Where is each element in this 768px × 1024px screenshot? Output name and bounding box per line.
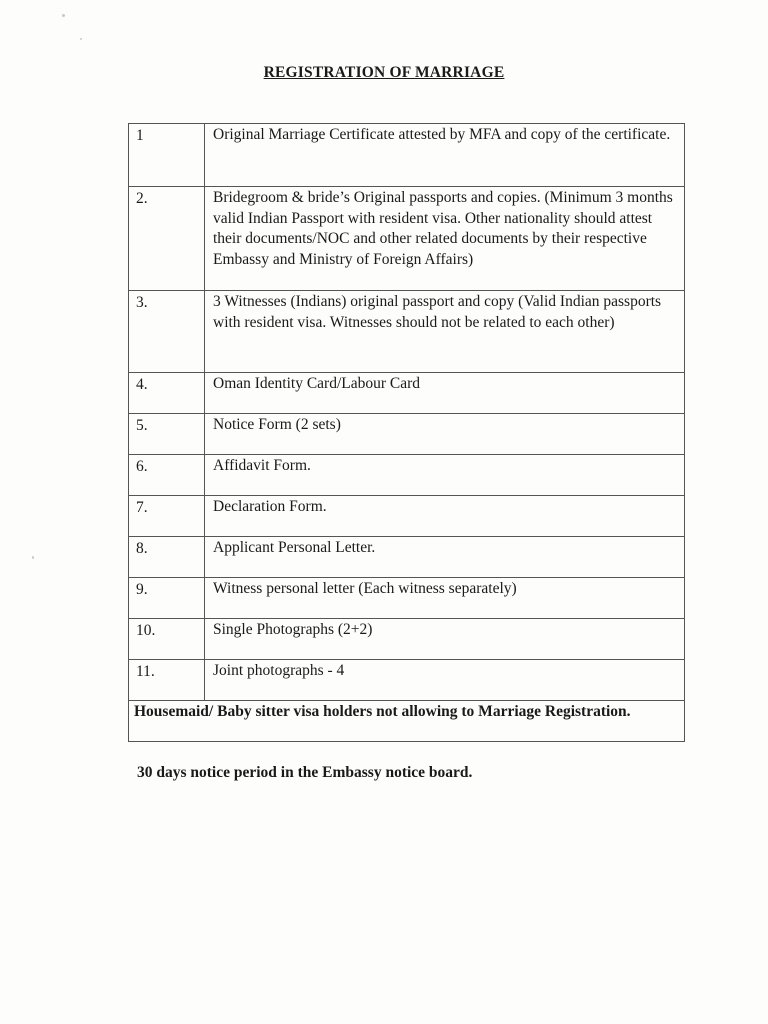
scan-speck (32, 556, 34, 559)
notice-period-text: 30 days notice period in the Embassy notice board. (137, 764, 473, 781)
item-description: Oman Identity Card/Labour Card (205, 373, 685, 414)
scan-speck (80, 38, 82, 40)
item-number: 4. (129, 373, 205, 414)
table-row (129, 578, 685, 619)
item-number: 8. (129, 537, 205, 578)
table-row (129, 701, 685, 742)
item-description: Applicant Personal Letter. (205, 537, 685, 578)
item-number: 7. (129, 496, 205, 537)
table-row (129, 414, 685, 455)
item-description: Single Photographs (2+2) (205, 619, 685, 660)
table-row (129, 660, 685, 701)
item-description: Original Marriage Certificate attested by MFA and copy of the certificate. (205, 124, 685, 187)
item-description: Joint photographs - 4 (205, 660, 685, 701)
item-description: Bridegroom & bride’s Original passports and copies. (Minimum 3 months valid Indian Passport with resident visa. Other nationality should attest their documents/NOC and other related documents by their respective Embassy and Ministry of Foreign Affairs) (205, 187, 685, 291)
table-row (129, 496, 685, 537)
scan-speck (62, 14, 65, 17)
visa-warning: Housemaid/ Baby sitter visa holders not allowing to Marriage Registration. (129, 701, 685, 742)
item-description: Declaration Form. (205, 496, 685, 537)
table-row (129, 455, 685, 496)
item-description: Witness personal letter (Each witness separately) (205, 578, 685, 619)
item-number: 2. (129, 187, 205, 291)
item-number: 5. (129, 414, 205, 455)
item-number: 9. (129, 578, 205, 619)
item-number: 3. (129, 291, 205, 373)
table-row (129, 291, 685, 373)
item-number: 1 (129, 124, 205, 187)
item-description: Notice Form (2 sets) (205, 414, 685, 455)
table-row (129, 373, 685, 414)
item-number: 10. (129, 619, 205, 660)
requirements-table (128, 123, 685, 742)
item-description: 3 Witnesses (Indians) original passport and copy (Valid Indian passports with resident visa. Witnesses should not be related to each other) (205, 291, 685, 373)
page-title: REGISTRATION OF MARRIAGE (263, 64, 505, 81)
table-row (129, 619, 685, 660)
table-row (129, 537, 685, 578)
item-number: 6. (129, 455, 205, 496)
table-row (129, 187, 685, 291)
item-number: 11. (129, 660, 205, 701)
table-row (129, 124, 685, 187)
item-description: Affidavit Form. (205, 455, 685, 496)
